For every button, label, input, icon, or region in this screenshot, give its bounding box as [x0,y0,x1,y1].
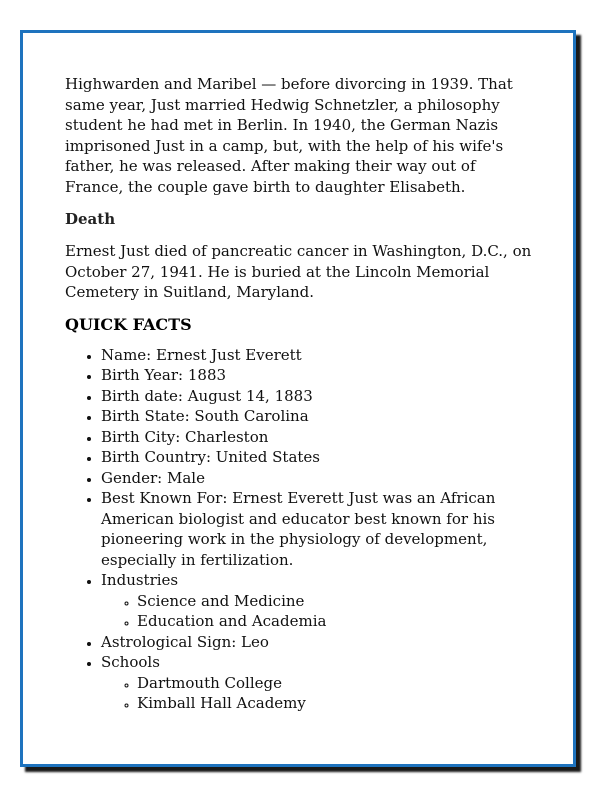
fact-birth-year: • Birth Year: 1883 [101,365,535,386]
fact-industries [101,570,535,632]
fact-best-known-for: • Best Known For: Ernest Everett Just was an African American biologist and educator best known for his pioneering work in the physiology of development, especially in fertilization. [101,488,535,570]
quick-facts-heading: QUICK FACTS [65,314,192,334]
industry-item: ◦ Science and Medicine [137,591,535,612]
fact-birth-city: • Birth City: Charleston [101,427,535,448]
fact-name: • Name: Ernest Just Everett [101,345,535,366]
industries-list [101,591,535,632]
industry-item: ◦ Education and Academia [137,611,535,632]
fact-schools [101,652,535,714]
intro-paragraph: Highwarden and Maribel — before divorcing in 1939. That same year, Just married Hedwig Schnetzler, a philosophy student he had met in Berlin. In 1940, the German Nazis imprisoned Just in a camp, but, with the help of his wife's father, he was released. After making their way out of France, the couple gave birth to daughter Elisabeth. [65,75,513,196]
schools-list [101,673,535,714]
fact-birth-country: • Birth Country: United States [101,447,535,468]
death-paragraph: Ernest Just died of pancreatic cancer in Washington, D.C., on October 27, 1941. He is buried at the Lincoln Memorial Cemetery in Suitland, Maryland. [65,242,532,301]
schools-label: Schools [101,653,160,671]
quick-facts-list [65,345,535,714]
fact-gender: • Gender: Male [101,468,535,489]
school-item: ◦ Dartmouth College [137,673,535,694]
death-heading: Death [65,210,116,228]
school-item: ◦ Kimball Hall Academy [137,693,535,714]
document-page [20,30,576,767]
document-content [65,74,535,714]
fact-birth-date: • Birth date: August 14, 1883 [101,386,535,407]
fact-birth-state: • Birth State: South Carolina [101,406,535,427]
industries-label: Industries [101,571,179,589]
fact-astrological-sign: • Astrological Sign: Leo [101,632,535,653]
